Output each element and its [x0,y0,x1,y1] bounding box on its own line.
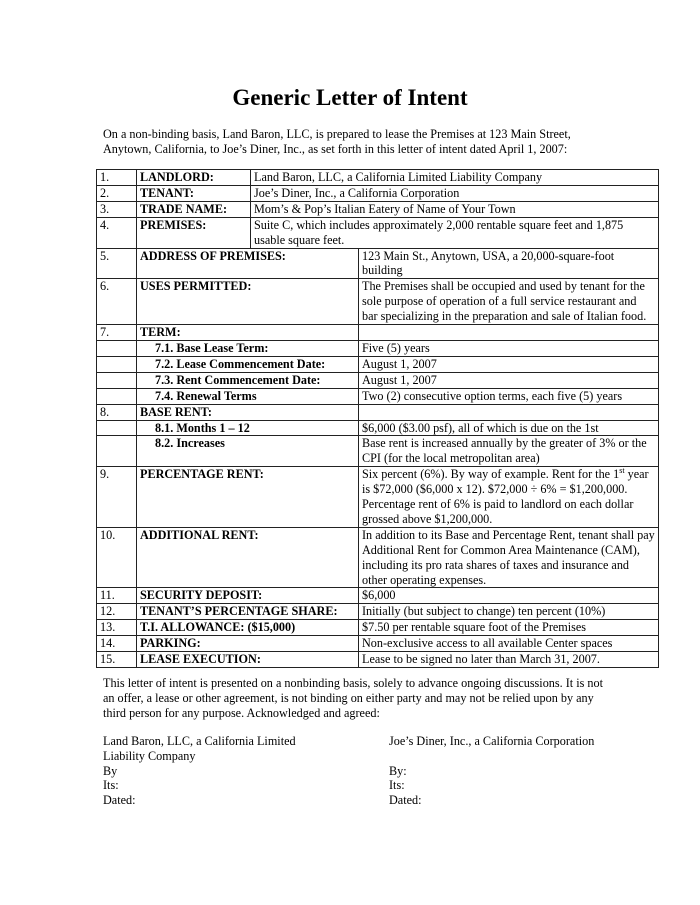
term-row-parking [97,636,659,652]
term-row-landlord [97,170,659,186]
term-number: 5. [97,248,137,279]
landlord-dated-line: Dated: [103,793,136,808]
term-label: PREMISES: [137,217,251,248]
term-value: $7.50 per rentable square foot of the Premises [359,620,659,636]
term-row-tenant-share [97,604,659,620]
term-label: TRADE NAME: [137,201,251,217]
closing-paragraph: This letter of intent is presented on a nonbinding basis, solely to advance ongoing discussions. It is not an offer, a lease or other agreement, is not binding on either party and may not be relied upon by any third person for any purpose. Acknowledged and agreed: [103,676,603,720]
term-sublabel: 7.2. Lease Commencement Date: [137,356,359,372]
term-sublabel: 7.4. Renewal Terms [137,388,359,404]
term-label: ADDRESS OF PREMISES: [137,248,359,279]
landlord-by-line: By [103,763,118,778]
term-value: Lease to be signed no later than March 31, 2007. [359,652,659,668]
landlord-name-cont: Liability Company [103,748,196,763]
term-value: Joe’s Diner, Inc., a California Corporation [251,185,659,201]
tenant-its-line: Its: [389,778,405,793]
term-label: ADDITIONAL RENT: [137,527,359,588]
term-subrow [97,372,659,388]
term-row-trade-name [97,201,659,217]
term-value: $6,000 [359,588,659,604]
term-value: In addition to its Base and Percentage Rent, tenant shall pay Additional Rent for Common Area Maintenance (CAM), including its pro rata shares of taxes and insurance and other operating expenses. [359,527,659,588]
term-sublabel: 8.2. Increases [137,436,359,467]
term-subrow [97,340,659,356]
term-number: 9. [97,467,137,528]
term-row-address [97,248,659,279]
term-label: TENANT’S PERCENTAGE SHARE: [137,604,359,620]
term-row-ti-allowance [97,620,659,636]
term-number: 4. [97,217,137,248]
term-row-base-rent [97,404,659,420]
term-number: 14. [97,636,137,652]
landlord-its-line: Its: [103,778,119,793]
term-sublabel: 8.1. Months 1 – 12 [137,420,359,436]
term-row-lease-execution [97,652,659,668]
term-value: Suite C, which includes approximately 2,000 rentable square feet and 1,875 usable square feet. [251,217,659,248]
term-label: BASE RENT: [137,404,359,420]
term-label: PARKING: [137,636,359,652]
term-value: The Premises shall be occupied and used by tenant for the sole purpose of operation of a full service restaurant and bar specializing in the preparation and sale of Italian food. [359,279,659,325]
term-row-premises [97,217,659,248]
term-value: Mom’s & Pop’s Italian Eatery of Name of Your Town [251,201,659,217]
term-value-part: year is $72,000 ($6,000 x 12). $72,000 ÷ 6% = $1,200,000. Percentage rent of 6% is paid to landlord on each dollar grossed above $1,200,000. [362,467,649,526]
term-value [359,467,659,528]
term-value: Base rent is increased annually by the greater of 3% or the CPI (for the local metropolitan area) [359,436,659,467]
term-subrow [97,436,659,467]
term-value: 123 Main St., Anytown, USA, a 20,000-square-foot building [359,248,659,279]
term-label: PERCENTAGE RENT: [137,467,359,528]
terms-table [96,169,659,668]
term-label: T.I. ALLOWANCE: ($15,000) [137,620,359,636]
term-row-additional-rent [97,527,659,588]
landlord-signature-block [103,734,296,808]
term-sublabel: 7.1. Base Lease Term: [137,340,359,356]
term-row-uses-permitted [97,279,659,325]
term-value [359,404,659,420]
term-value: Initially (but subject to change) ten percent (10%) [359,604,659,620]
term-number: 2. [97,185,137,201]
term-row-tenant [97,185,659,201]
term-value: Five (5) years [359,340,659,356]
term-row-term [97,325,659,341]
term-sublabel: 7.3. Rent Commencement Date: [137,372,359,388]
tenant-name: Joe’s Diner, Inc., a California Corporation [389,734,595,748]
term-label: SECURITY DEPOSIT: [137,588,359,604]
tenant-dated-line: Dated: [389,793,422,808]
term-value: Two (2) consecutive option terms, each five (5) years [359,388,659,404]
tenant-by-line: By: [389,763,407,778]
term-value: Land Baron, LLC, a California Limited Liability Company [251,170,659,186]
term-value: August 1, 2007 [359,356,659,372]
term-number: 10. [97,527,137,588]
document-title: Generic Letter of Intent [232,85,468,110]
landlord-name: Land Baron, LLC, a California Limited [103,734,296,748]
term-value-part: Six percent (6%). By way of example. Rent for the 1 [362,467,620,482]
term-number: 8. [97,404,137,420]
tenant-signature-block [389,734,594,808]
term-subrow [97,356,659,372]
term-row-percentage-rent [97,467,659,528]
term-label: LANDLORD: [137,170,251,186]
term-value [359,325,659,341]
term-number: 1. [97,170,137,186]
term-subrow [97,388,659,404]
term-label: USES PERMITTED: [137,279,359,325]
term-subrow [97,420,659,436]
term-number: 3. [97,201,137,217]
term-value: August 1, 2007 [359,372,659,388]
term-label: LEASE EXECUTION: [137,652,359,668]
term-number: 15. [97,652,137,668]
term-number: 11. [97,588,137,604]
intro-paragraph: On a non-binding basis, Land Baron, LLC, is prepared to lease the Premises at 123 Main Street, Anytown, California, to Joe’s Diner, Inc., as set forth in this letter of intent dated April 1, 2007: [103,127,571,156]
term-label: TERM: [137,325,359,341]
ordinal-suffix: st [619,466,625,476]
term-number: 12. [97,604,137,620]
term-value: $6,000 ($3.00 psf), all of which is due on the 1st [359,420,659,436]
term-value: Non-exclusive access to all available Center spaces [359,636,659,652]
term-row-security-deposit [97,588,659,604]
term-number: 7. [97,325,137,341]
term-number: 6. [97,279,137,325]
term-label: TENANT: [137,185,251,201]
term-number: 13. [97,620,137,636]
